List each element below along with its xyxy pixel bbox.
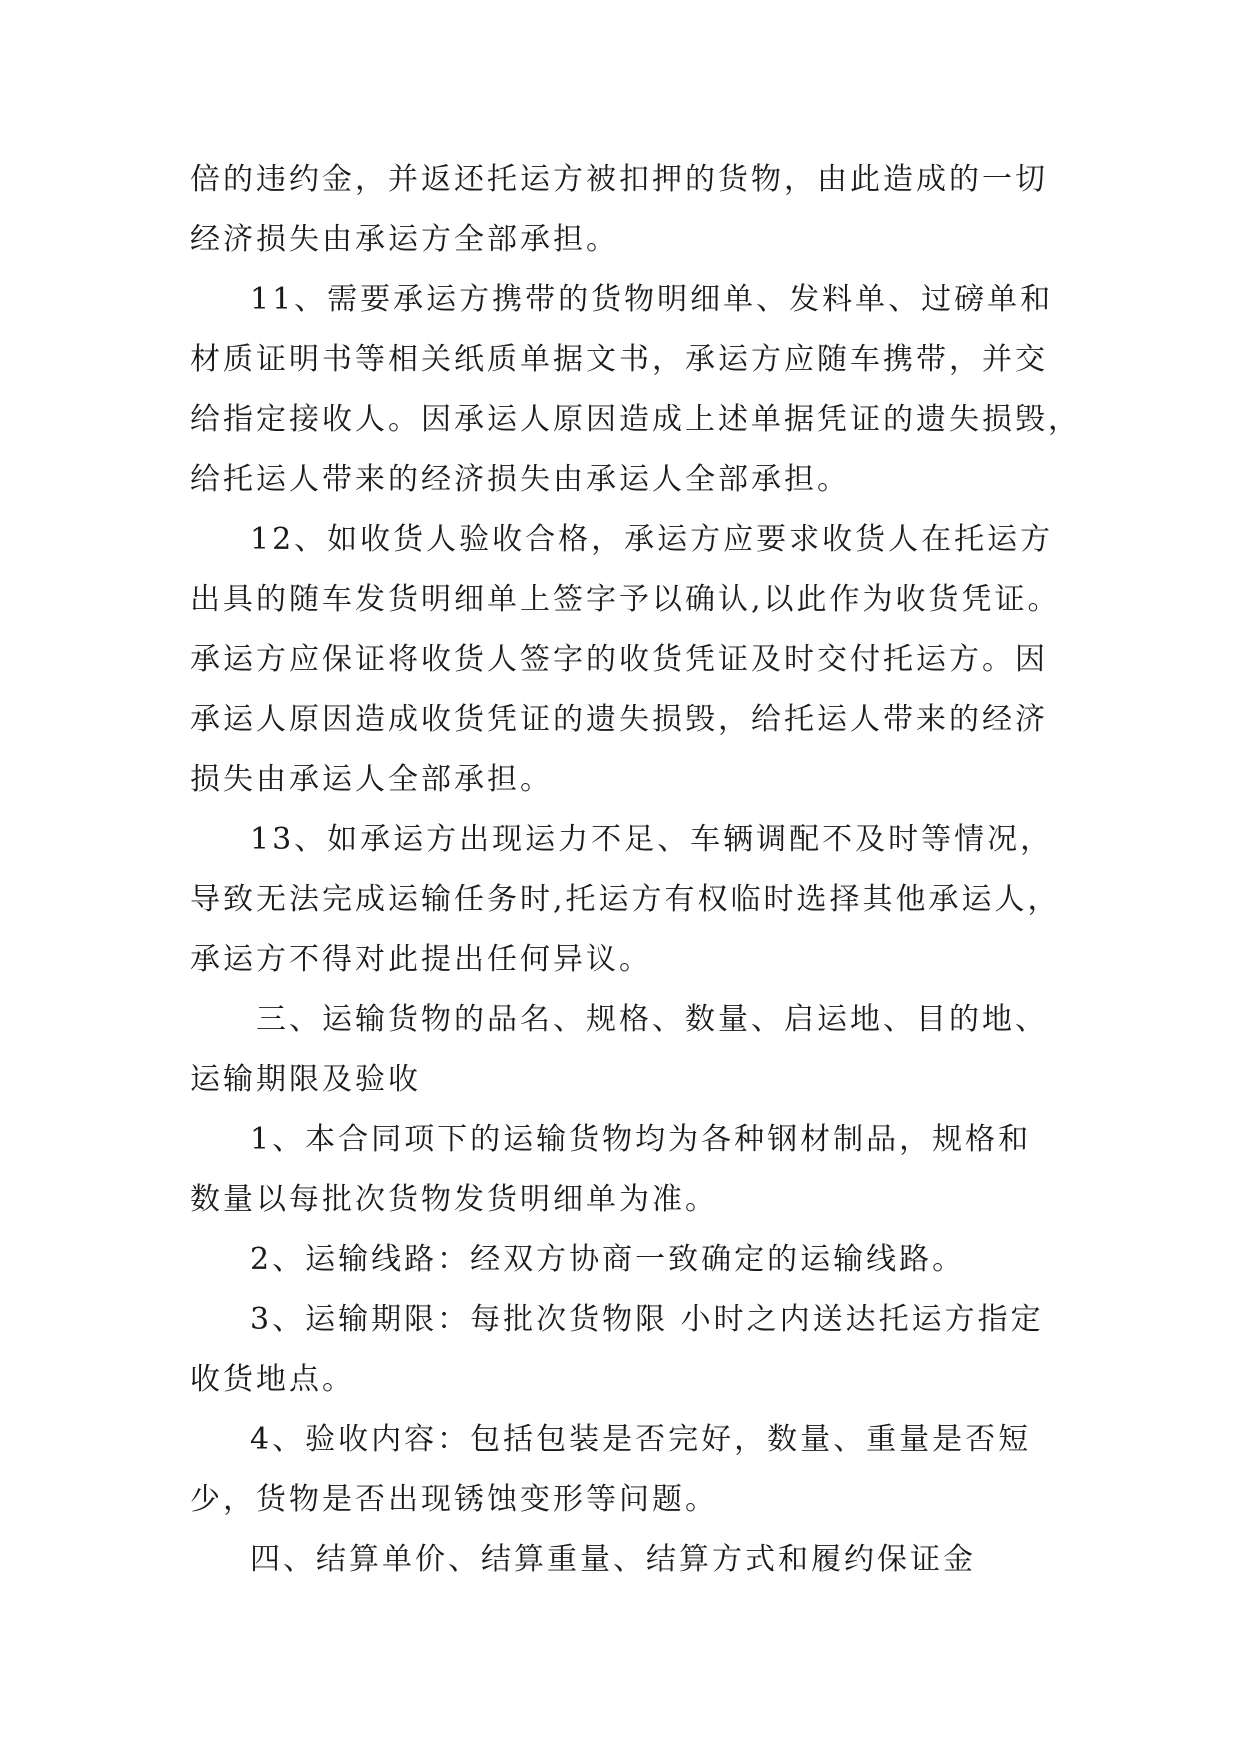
item-3-line: 3、运输期限：每批次货物限 小时之内送达托运方指定	[250, 1302, 1044, 1337]
text-line: 数量以每批次货物发货明细单为准。	[190, 1182, 718, 1217]
text-line: 承运人原因造成收货凭证的遗失损毁，给托运人带来的经济	[190, 702, 1048, 737]
text-line: 少，货物是否出现锈蚀变形等问题。	[190, 1482, 718, 1517]
document-body	[190, 150, 1081, 1590]
text-line: 承运方不得对此提出任何异议。	[190, 942, 652, 977]
text-line: 材质证明书等相关纸质单据文书，承运方应随车携带，并交	[190, 342, 1048, 377]
item-1-line: 1、本合同项下的运输货物均为各种钢材制品，规格和	[250, 1122, 1032, 1157]
text-line: 承运方应保证将收货人签字的收货凭证及时交付托运方。因	[190, 642, 1048, 677]
text-line: 出具的随车发货明细单上签字予以确认,以此作为收货凭证。	[190, 582, 1061, 617]
text-line: 倍的违约金，并返还托运方被扣押的货物，由此造成的一切	[190, 162, 1048, 197]
text-line: 经济损失由承运方全部承担。	[190, 222, 619, 257]
clause-11-heading-line: 11、需要承运方携带的货物明细单、发料单、过磅单和	[250, 282, 1054, 317]
section-3-heading-line: 三、运输货物的品名、规格、数量、启运地、目的地、	[256, 1002, 1048, 1037]
item-2-line: 2、运输线路：经双方协商一致确定的运输线路。	[250, 1242, 966, 1277]
item-4-line: 4、验收内容：包括包装是否完好，数量、重量是否短	[250, 1422, 1032, 1457]
section-4-heading-line: 四、结算单价、结算重量、结算方式和履约保证金	[250, 1542, 976, 1577]
clause-13-heading-line: 13、如承运方出现运力不足、车辆调配不及时等情况，	[250, 822, 1054, 857]
text-line: 导致无法完成运输任务时,托运方有权临时选择其他承运人，	[190, 882, 1061, 917]
text-line: 给托运人带来的经济损失由承运人全部承担。	[190, 462, 850, 497]
text-line: 运输期限及验收	[190, 1062, 421, 1097]
text-line: 损失由承运人全部承担。	[190, 762, 553, 797]
text-line: 收货地点。	[190, 1362, 355, 1397]
text-line: 给指定接收人。因承运人原因造成上述单据凭证的遗失损毁，	[190, 402, 1081, 437]
clause-12-heading-line: 12、如收货人验收合格，承运方应要求收货人在托运方	[250, 522, 1054, 557]
